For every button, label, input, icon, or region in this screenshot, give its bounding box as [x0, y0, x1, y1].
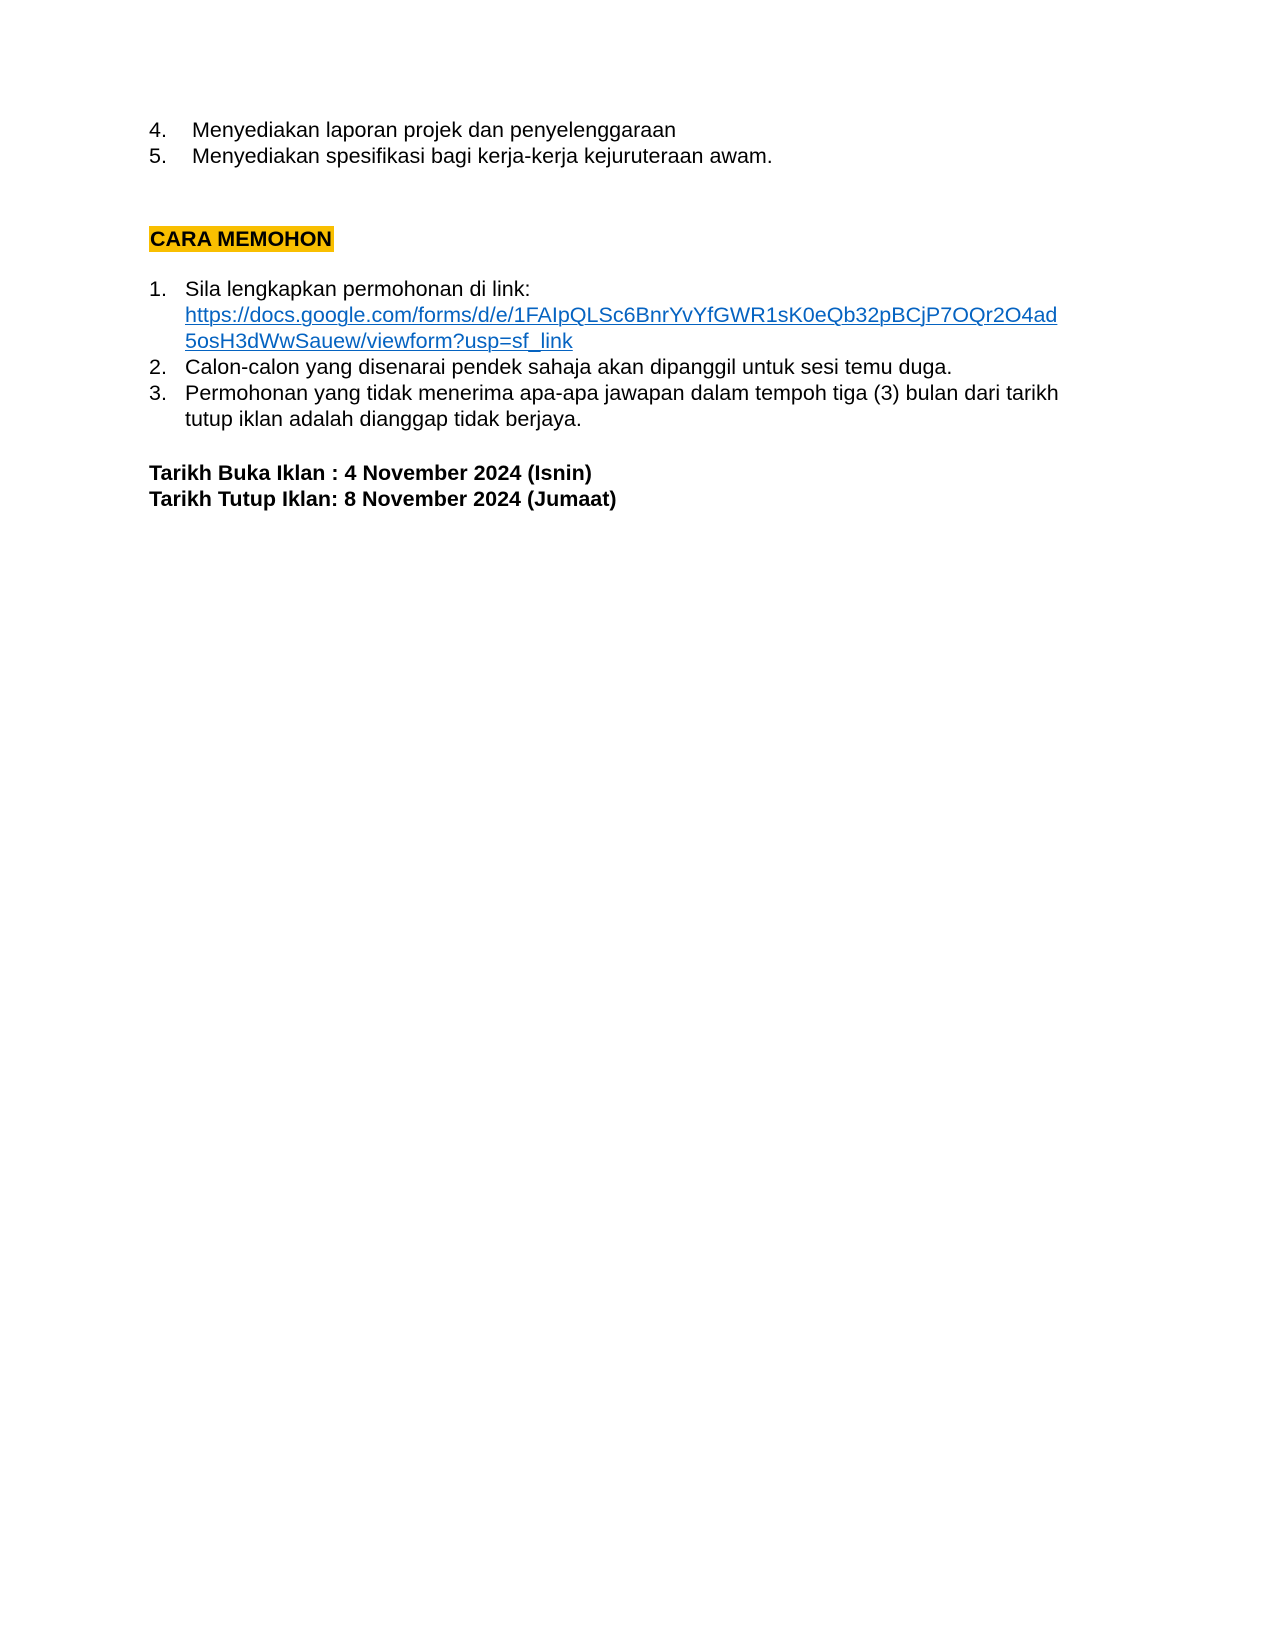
- list-item-text: Calon-calon yang disenarai pendek sahaja akan dipanggil untuk sesi temu duga.: [185, 355, 953, 379]
- list-item-number: 2.: [149, 355, 167, 379]
- section-heading-cara-memohon: CARA MEMOHON: [150, 227, 332, 251]
- list-item-number: 5.: [149, 144, 167, 168]
- application-link-line-2[interactable]: [185, 328, 573, 354]
- list-item-text: Sila lengkapkan permohonan di link:: [185, 277, 531, 301]
- list-item-text: Permohonan yang tidak menerima apa-apa jawapan dalam tempoh tiga (3) bulan dari tarikh: [185, 381, 1059, 405]
- list-item-number: 1.: [149, 277, 167, 301]
- application-link[interactable]: 5osH3dWwSauew/viewform?usp=sf_link: [185, 329, 573, 353]
- list-item-text: tutup iklan adalah dianggap tidak berjaya.: [185, 407, 582, 431]
- list-item-number: 3.: [149, 381, 167, 405]
- application-link[interactable]: https://docs.google.com/forms/d/e/1FAIpQLSc6BnrYvYfGWR1sK0eQb32pBCjP7OQr2O4ad: [185, 303, 1058, 327]
- list-item-continuation: [185, 406, 582, 432]
- close-date: Tarikh Tutup Iklan: 8 November 2024 (Jumaat): [149, 487, 617, 511]
- list-item-text: Menyediakan spesifikasi bagi kerja-kerja kejuruteraan awam.: [192, 144, 773, 168]
- list-item-text: Menyediakan laporan projek dan penyelenggaraan: [192, 118, 677, 142]
- open-date: Tarikh Buka Iklan : 4 November 2024 (Isnin): [149, 461, 592, 485]
- list-item-number: 4.: [149, 118, 167, 142]
- application-link-line-1[interactable]: [185, 302, 1057, 328]
